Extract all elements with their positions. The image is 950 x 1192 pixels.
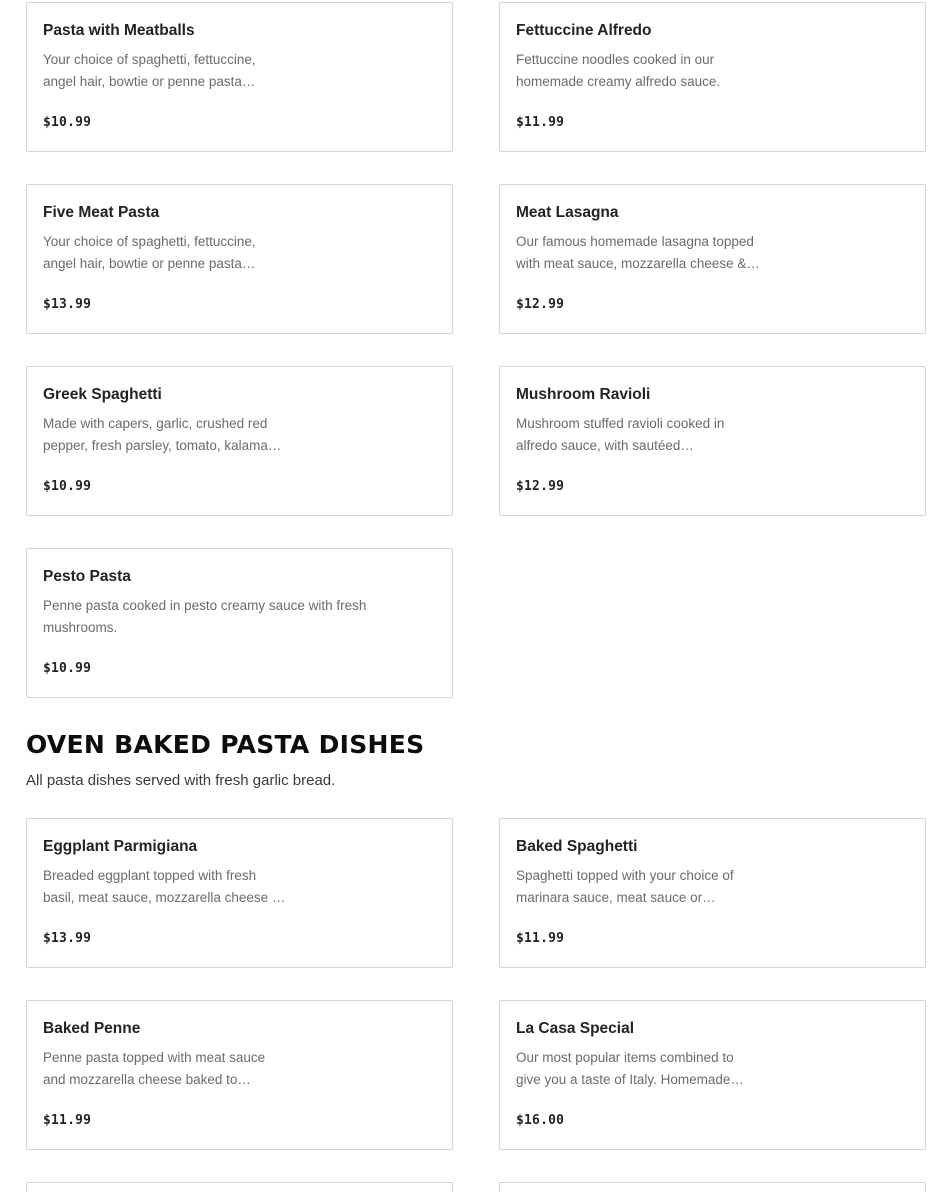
menu-item-price: $10.99 <box>43 479 92 494</box>
menu-item-description: Your choice of spaghetti, fettuccine, angel hair, bowtie or penne pasta… <box>43 234 256 271</box>
section-title: OVEN BAKED PASTA DISHES <box>26 730 425 759</box>
menu-item-name: Eggplant Parmigiana <box>43 838 198 855</box>
menu-item-card[interactable] <box>26 1000 453 1150</box>
menu-item-price: $12.99 <box>516 297 565 312</box>
menu-item-description: Your choice of spaghetti, fettuccine, angel hair, bowtie or penne pasta… <box>43 52 256 89</box>
menu-item-name: Baked Spaghetti <box>516 838 638 855</box>
menu-item-price: $11.99 <box>43 1113 92 1128</box>
menu-item-description: Penne pasta topped with meat sauce and mozzarella cheese baked to… <box>43 1050 266 1087</box>
menu-item-name: Five Meat Pasta <box>43 204 160 221</box>
menu-item-name: Greek Spaghetti <box>43 386 162 403</box>
menu-item-card[interactable] <box>26 184 453 334</box>
menu-item-name: Baked Penne <box>43 1020 141 1037</box>
menu-item-name: Pesto Pasta <box>43 568 131 585</box>
menu-item-name: Mushroom Ravioli <box>516 386 651 403</box>
menu-item-name: Meat Lasagna <box>516 204 619 221</box>
menu-item-card[interactable] <box>26 366 453 516</box>
menu-item-price: $16.00 <box>516 1113 565 1128</box>
menu-item-card[interactable] <box>499 818 926 968</box>
menu-item-name: La Casa Special <box>516 1020 635 1037</box>
menu-item-price: $10.99 <box>43 115 92 130</box>
menu-item-card[interactable] <box>499 184 926 334</box>
menu-item-card-partial[interactable] <box>499 1182 926 1192</box>
menu-item-description: Breaded eggplant topped with fresh basil, meat sauce, mozzarella cheese … <box>43 868 286 905</box>
menu-item-card[interactable] <box>26 548 453 698</box>
menu-item-name: Fettuccine Alfredo <box>516 22 652 39</box>
menu-item-price: $13.99 <box>43 931 92 946</box>
menu-item-description: Made with capers, garlic, crushed red pepper, fresh parsley, tomato, kalama… <box>43 416 282 453</box>
menu-item-description: Spaghetti topped with your choice of marinara sauce, meat sauce or… <box>516 868 734 905</box>
menu-item-price: $13.99 <box>43 297 92 312</box>
menu-item-name: Pasta with Meatballs <box>43 22 195 39</box>
menu-item-card-partial[interactable] <box>26 1182 453 1192</box>
menu-item-card[interactable] <box>26 818 453 968</box>
menu-item-card[interactable] <box>26 2 453 152</box>
menu-item-description: Mushroom stuffed ravioli cooked in alfredo sauce, with sautéed… <box>516 416 725 453</box>
menu-item-price: $11.99 <box>516 931 565 946</box>
section-subtitle: All pasta dishes served with fresh garlic bread. <box>26 772 336 789</box>
menu-item-description: Fettuccine noodles cooked in our homemade creamy alfredo sauce. <box>516 52 721 89</box>
menu-item-card[interactable] <box>499 2 926 152</box>
menu-item-price: $10.99 <box>43 661 92 676</box>
menu-item-card[interactable] <box>499 1000 926 1150</box>
menu-item-price: $11.99 <box>516 115 565 130</box>
menu-item-card[interactable] <box>499 366 926 516</box>
menu-item-price: $12.99 <box>516 479 565 494</box>
menu-item-description: Our most popular items combined to give you a taste of Italy. Homemade… <box>516 1050 744 1087</box>
menu-item-description: Our famous homemade lasagna topped with meat sauce, mozzarella cheese &… <box>516 234 760 271</box>
menu-item-description: Penne pasta cooked in pesto creamy sauce with fresh mushrooms. <box>43 598 367 635</box>
